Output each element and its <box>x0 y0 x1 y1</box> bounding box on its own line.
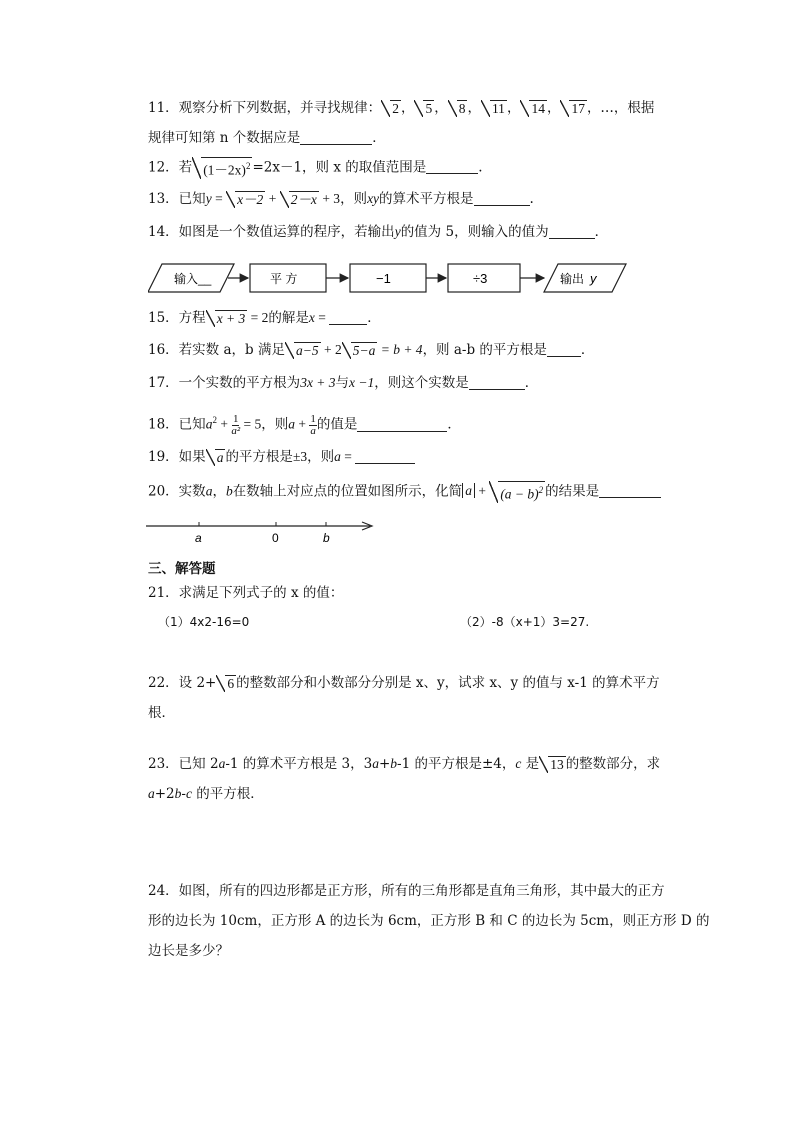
sqrt-q13-a: x－2 <box>226 191 265 208</box>
sqrt-q22: 6 <box>216 675 236 692</box>
sqrt-term-6: 17 <box>560 100 587 117</box>
q15-eq2: = <box>314 310 330 325</box>
sqrt-q23: 13 <box>539 756 566 773</box>
q15-mid: 的解是 <box>268 310 309 326</box>
q18-plus: + <box>216 416 232 432</box>
question-24-line-3: 边长是多少？ <box>148 943 229 959</box>
q17-and: 与 <box>335 375 350 391</box>
q18-fraction-1: $\frac{1}{\text{a²}}$ <box>231 412 241 437</box>
question-17 <box>148 373 538 393</box>
q11-ellipsis: ，…，根据 <box>586 100 655 116</box>
q13-end: . <box>529 191 534 207</box>
q19-mid: 的平方根是 <box>225 449 293 465</box>
sqrt-term-2: 5 <box>414 100 434 117</box>
q19-prefix: 19．如果 <box>148 449 206 465</box>
answer-blank-17[interactable] <box>469 375 525 390</box>
q15-x: x <box>308 310 315 325</box>
flow-div3-label: ÷3 <box>473 271 488 286</box>
q13-y: y <box>205 191 212 206</box>
q11-sep: ， <box>546 100 561 116</box>
q17-end: ． <box>524 375 539 391</box>
answer-blank-18[interactable] <box>357 417 447 432</box>
q13-xy: xy <box>367 191 380 206</box>
question-14 <box>148 222 608 242</box>
q23-prefix: 23．已知 2 <box>148 756 219 772</box>
answer-blank-11[interactable] <box>300 130 372 145</box>
q23-c: c <box>515 756 522 771</box>
q18-a: a <box>205 416 213 432</box>
q12-end: . <box>478 159 483 176</box>
question-11-line-1 <box>148 98 654 118</box>
q23-b: b <box>390 756 398 771</box>
tick-label-a: a <box>195 531 202 545</box>
question-21: 21．求满足下列式子的 x 的值： <box>148 585 344 601</box>
program-flowchart <box>148 260 628 296</box>
q18-a2: a <box>288 416 295 432</box>
number-line <box>146 516 378 548</box>
q23-line2-t2: - <box>181 786 186 802</box>
q18-exp: 2 <box>212 415 217 425</box>
flow-minus1-label: −1 <box>376 271 391 286</box>
q16-prefix: 16．若实数 a，b 满足 <box>148 342 285 358</box>
q18-mid2: 的值是 <box>316 416 358 433</box>
q23-t2: + <box>378 756 391 772</box>
question-15 <box>148 308 381 328</box>
answer-blank-16[interactable] <box>547 342 581 357</box>
q19-a: a <box>334 449 341 464</box>
q17-e2: x −1 <box>349 375 375 390</box>
q11-sep: ， <box>506 100 521 116</box>
sqrt-q15: x + 3 <box>206 310 248 327</box>
q23-t5: 的整数部分，求 <box>565 756 661 772</box>
question-12 <box>148 157 483 179</box>
q13-plus: + <box>265 191 280 206</box>
question-24-line-2: 形的边长为 10cm，正方形 A 的边长为 6cm，正方形 B 和 C 的边长为 5cm，则正方形 D 的 <box>148 913 710 929</box>
q15-eq: = 2 <box>247 310 269 325</box>
q16-tail: = b + 4 <box>377 342 423 357</box>
sqrt-q16-a: a−5 <box>285 342 321 359</box>
question-19 <box>148 447 415 467</box>
flow-output-box <box>544 264 626 292</box>
q11-sep: ， <box>467 100 481 116</box>
sqrt-term-5: 14 <box>520 100 547 117</box>
q16-mid: ，则 a-b 的平方根是 <box>422 342 547 358</box>
q13-mid: ，则 <box>340 191 368 207</box>
question-18 <box>148 405 461 440</box>
question-16 <box>148 340 594 360</box>
q15-prefix: 15．方程 <box>148 310 206 326</box>
q23-a: a <box>218 756 226 771</box>
question-23-line-2 <box>148 784 264 804</box>
q11-sep: ， <box>400 100 415 116</box>
question-20 <box>148 481 661 503</box>
answer-blank-14[interactable] <box>549 224 595 239</box>
flow-output-label: 输出 <box>560 272 585 286</box>
sqrt-q12: $(1-2x)^2$ <box>192 157 252 179</box>
q18-end: ． <box>447 416 461 433</box>
q13-tail: + 3 <box>318 191 341 206</box>
q17-mid: ，则这个实数是 <box>374 375 469 391</box>
sqrt-q16-b: 5−a <box>342 342 378 359</box>
question-22-line-2: 根． <box>148 705 175 721</box>
answer-blank-15[interactable] <box>329 310 367 325</box>
q14-text2: 的值为 5，则输入的值为 <box>400 224 549 240</box>
q20-plus: + <box>474 483 490 499</box>
q11-line2: 规律可知第 n 个数据应是 <box>148 130 301 146</box>
q18-mid: ，则 <box>261 416 289 433</box>
answer-blank-20[interactable] <box>599 483 661 498</box>
flow-input-label: 输入__ <box>174 272 212 286</box>
tick-label-b: b <box>323 531 330 545</box>
q14-end: ． <box>594 224 609 240</box>
q20-sep: ， <box>212 483 226 500</box>
q15-end: ． <box>367 310 381 326</box>
sqrt-q13-b: 2－x <box>280 191 319 208</box>
q16-mid1: + 2 <box>320 342 342 357</box>
q23-line2-b: b <box>174 786 182 801</box>
section-heading: 三、解答题 <box>148 561 216 577</box>
q13-prefix: 13．已知 <box>148 191 206 207</box>
q17-e1: 3x + 3 <box>300 375 336 390</box>
q19-eq: = <box>340 449 356 464</box>
q20-b: b <box>225 483 233 499</box>
tick-label-0: 0 <box>272 531 279 545</box>
flow-output-var: y <box>590 271 597 286</box>
answer-blank-12[interactable] <box>426 159 478 174</box>
q20-prefix: 20．实数 <box>148 483 206 500</box>
q23-line2-t1: +2 <box>154 786 175 802</box>
q14-text: 14．如图是一个数值运算的程序，若输出 <box>148 224 395 240</box>
sqrt-q19: a <box>206 449 226 466</box>
q20-end-text: 的结果是 <box>545 483 600 500</box>
q23-t1: -1 的算术平方根是 3，3 <box>225 756 373 772</box>
answer-blank-13[interactable] <box>474 191 530 206</box>
q20-a: a <box>205 483 213 499</box>
sqrt-term-3: 8 <box>448 100 468 117</box>
q18-plus2: + <box>295 416 310 432</box>
flow-square-label: 平 方 <box>270 272 298 286</box>
question-23-line-1 <box>148 754 660 774</box>
q23-a2: a <box>372 756 379 771</box>
q23-t3: -1 的平方根是±4， <box>397 756 516 772</box>
q18-fraction-2: $\frac{1}{a}$ <box>310 412 316 437</box>
q16-end: ． <box>580 342 595 358</box>
q21-part-2: （2）-8（x+1）3=27. <box>460 615 590 629</box>
q23-line2-a: a <box>148 786 155 801</box>
q14-y: y <box>394 224 401 239</box>
question-11-line-2 <box>148 128 386 148</box>
q20-abs: a <box>462 483 475 498</box>
q17-prefix: 17．一个实数的平方根为 <box>148 375 301 391</box>
q19-mid2: ，则 <box>307 449 335 465</box>
question-13 <box>148 189 534 209</box>
sqrt-term-4: 11 <box>481 100 507 117</box>
q23-line2-c: c <box>185 786 192 801</box>
q11-sep: ， <box>434 100 448 116</box>
q23-t4: 是 <box>521 756 540 772</box>
q18-prefix: 18．已知 <box>148 416 206 433</box>
q13-end-text: 的算术平方根是 <box>379 191 474 207</box>
q13-eq: = <box>211 191 227 206</box>
q11-prefix: 11．观察分析下列数据，并寻找规律： <box>148 100 382 116</box>
q18-eq: = 5 <box>240 416 262 432</box>
answer-blank-19[interactable] <box>355 449 415 464</box>
q20-mid: 在数轴上对应点的位置如图所示，化简 <box>232 483 463 500</box>
q21-part-1: （1）4x2-16=0 <box>158 615 250 629</box>
q19-pm: ±3 <box>292 449 308 464</box>
q22-prefix: 22．设 2+ <box>148 675 217 691</box>
question-22-line-1 <box>148 673 660 693</box>
q11-end: ． <box>372 130 386 146</box>
sqrt-q20: $(a - b)^2$ <box>489 481 545 503</box>
q23-line2-t3: 的平方根． <box>191 786 264 802</box>
q12-mid: =2x－1，则 x 的取值范围是 <box>252 159 427 176</box>
q22-text: 的整数部分和小数部分分别是 x、y，试求 x、y 的值与 x-1 的算术平方 <box>236 675 660 691</box>
q12-prefix: 12．若 <box>148 159 193 176</box>
sqrt-term-1: 2 <box>381 100 401 117</box>
question-24-line-1: 24．如图，所有的四边形都是正方形，所有的三角形都是直角三角形，其中最大的正方 <box>148 883 665 899</box>
